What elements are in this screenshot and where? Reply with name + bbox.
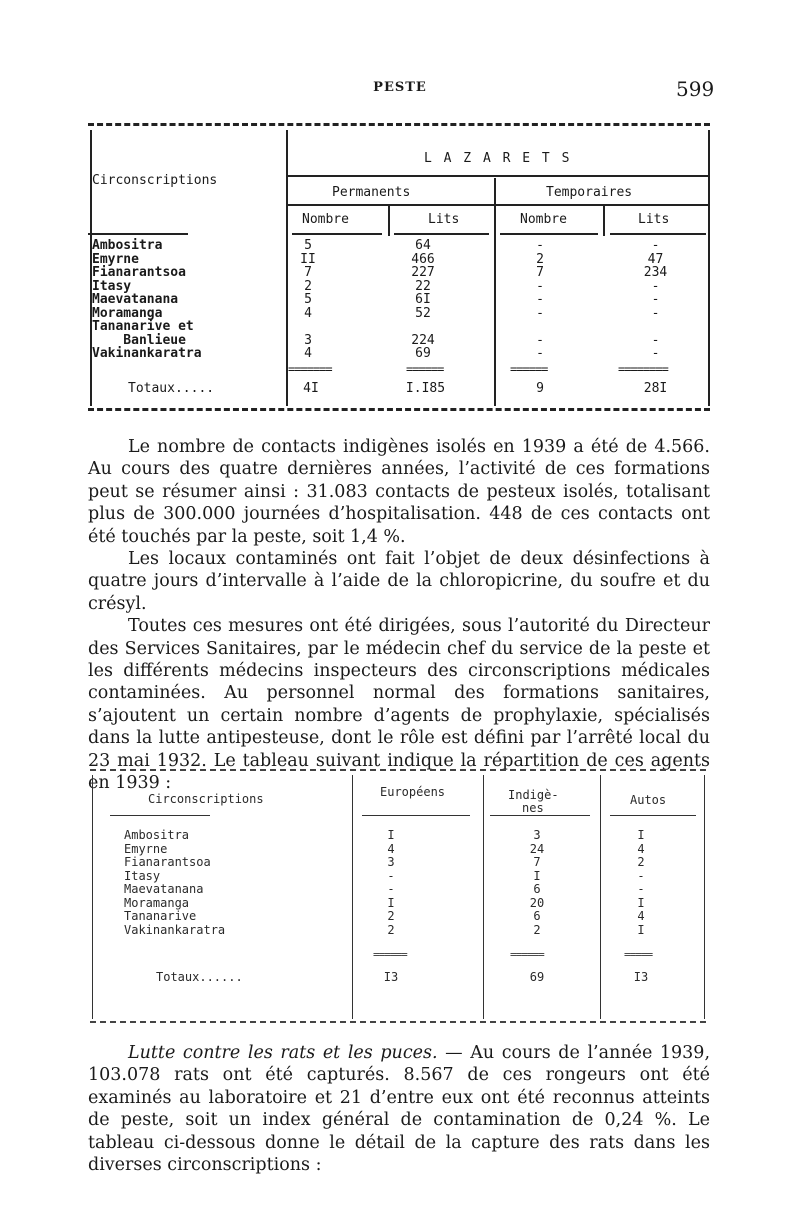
temp-lits-header: Lits <box>638 212 670 227</box>
header-rule <box>610 815 696 816</box>
cell: 7 <box>536 265 544 280</box>
paragraph-body: — Au cours de l’année 1939, 103.078 rats ont été capturés. 8.567 de ces rongeurs ont été examinés au laboratoire et 21 d’entre eux ont été reconnus atteints de peste, soit un index général de contamination de 0,24 %. Le tableau ci-dessous donne le détail de la capture des rats dans les diverses circonscriptions : <box>88 1043 711 1176</box>
cell: - <box>536 292 544 307</box>
row-name: Vakinankaratra <box>92 346 202 361</box>
cell: 69 <box>415 346 431 361</box>
section-title: Lutte contre les rats et les puces. <box>128 1043 438 1063</box>
cell: - <box>637 868 645 883</box>
cell: 2 <box>533 922 541 937</box>
cell <box>633 320 678 334</box>
cell: - <box>651 305 660 321</box>
sum-rule: ======== <box>618 362 668 376</box>
paragraph: Toutes ces mesures ont été dirigées, sous l’autorité du Directeur des Services Sanitaires, par le médecin chef du service de la peste et les différents médecins inspecteurs des circonscriptions médicales contaminées. Au personnel normal des formations sanitaires, s’ajoutent un certain nombre d’agents de prophylaxie, spécialisés dans la lutte antipesteuse, dont le rôle est défini par l’arrêté local du 23 mai 1932. Le tableau suivant indique la répartition de ces agents en 1939 : <box>88 616 710 794</box>
column-divider <box>600 775 601 1019</box>
column-divider <box>483 775 484 1019</box>
header-rule <box>110 815 210 816</box>
cell: - <box>387 882 395 896</box>
total-indigenes: 69 <box>529 970 545 984</box>
cell: I <box>533 868 541 883</box>
cell: 4 <box>637 909 645 923</box>
row-name: Tananarive et <box>92 319 194 334</box>
row-name: Emyrne <box>92 251 139 267</box>
cell: - <box>536 278 544 294</box>
row-name: Maevatanana <box>124 882 204 896</box>
cell: 4 <box>304 346 312 361</box>
cell: 224 <box>411 332 435 348</box>
cell: 5 <box>304 238 312 253</box>
sum-rule: ====== <box>373 948 407 961</box>
cell: 6 <box>533 909 541 923</box>
table-top-border <box>90 769 706 771</box>
cell: 3 <box>304 332 312 348</box>
page-number: 599 <box>676 77 715 101</box>
circ-column <box>92 239 286 361</box>
paragraph <box>88 1042 710 1176</box>
indigenes-column <box>522 829 552 937</box>
cell: 3 <box>387 855 395 869</box>
temp-nombre-column <box>520 239 560 361</box>
cell: 52 <box>415 305 431 321</box>
cell: 7 <box>533 855 541 869</box>
sum-rule: ======= <box>288 362 332 376</box>
cell: 2 <box>387 909 395 923</box>
header-rule <box>288 175 708 177</box>
cell: - <box>536 332 544 348</box>
row-name: Moramanga <box>124 895 190 910</box>
column-divider <box>603 204 605 236</box>
total-europeens: I3 <box>383 970 399 984</box>
total-temp-nombre: 9 <box>536 381 544 396</box>
column-divider <box>388 204 390 236</box>
cell: - <box>536 346 544 361</box>
cell: 2 <box>387 922 395 937</box>
cell: 20 <box>529 895 545 910</box>
sum-rule: ===== <box>624 948 653 961</box>
row-name: Banlieue <box>92 332 186 348</box>
cell: 2 <box>304 278 312 294</box>
header-rule <box>362 815 470 816</box>
sum-rule: ====== <box>510 948 544 961</box>
cell: 227 <box>411 265 435 280</box>
cell: I <box>637 922 645 937</box>
temp-lits-column <box>633 239 678 361</box>
row-name: Vakinankaratra <box>124 922 226 937</box>
cell: - <box>536 305 544 321</box>
cell: 4 <box>387 841 395 856</box>
row-name: Moramanga <box>92 305 163 321</box>
cell: 6I <box>415 292 431 307</box>
cell: 4 <box>637 841 645 856</box>
autos-header: Autos <box>630 793 667 807</box>
cell: I <box>637 828 645 842</box>
cell: - <box>651 278 660 294</box>
header-rule <box>288 204 708 206</box>
row-name: Ambositra <box>124 828 190 842</box>
totals-label: Totaux..... <box>128 381 215 396</box>
cell: - <box>651 238 660 253</box>
paragraph: Le nombre de contacts indigènes isolés en 1939 a été de 4.566. Au cours des quatre dernières années, l’activité de ces formations peut se résumer ainsi : 31.083 contacts de pesteux isolés, totalisant plus de 300.000 journées d’hospitalisation. 448 de ces contacts ont été touchés par la peste, soit 1,4 %. <box>88 437 710 547</box>
lazarets-header: L A Z A R E T S <box>424 151 572 166</box>
header-rule <box>88 233 188 235</box>
cell: 64 <box>415 238 431 253</box>
cell: I <box>637 895 645 910</box>
temporaires-header: Temporaires <box>546 185 633 200</box>
column-divider <box>494 178 496 406</box>
lazarets-table <box>88 118 710 418</box>
total-perm-nombre: 4I <box>303 381 319 396</box>
total-temp-lits: 28I <box>643 381 668 396</box>
row-name: Fianarantsoa <box>92 265 186 280</box>
autos-column <box>626 829 656 937</box>
cell <box>288 320 328 334</box>
cell: 7 <box>304 265 312 280</box>
indigenes-header-2: nes <box>522 801 544 815</box>
row-name: Maevatanana <box>92 292 179 307</box>
cell: 2 <box>637 855 645 869</box>
total-autos: I3 <box>633 970 649 984</box>
cell: 234 <box>643 265 668 280</box>
circ-column <box>124 829 344 937</box>
sum-rule: ====== <box>406 362 444 376</box>
perm-lits-header: Lits <box>428 212 460 227</box>
running-header: PESTE <box>373 80 427 95</box>
row-name: Fianarantsoa <box>124 855 211 869</box>
header-rule <box>394 233 489 235</box>
body-text-2 <box>88 1042 710 1176</box>
row-name: Emyrne <box>124 841 168 856</box>
header-rule <box>610 233 706 235</box>
cell: 6 <box>533 882 541 896</box>
row-name: Ambositra <box>92 238 163 253</box>
cell: 47 <box>647 251 664 267</box>
header-rule <box>490 815 590 816</box>
europeens-header: Européens <box>380 785 446 799</box>
circonscriptions-header: Circonscriptions <box>92 173 218 188</box>
agents-table <box>90 765 706 1030</box>
cell: 24 <box>529 841 545 856</box>
permanents-header: Permanents <box>332 185 411 200</box>
table-bottom-border <box>90 1021 706 1023</box>
paragraph: Les locaux contaminés ont fait l’objet de deux désinfections à quatre jours d’intervalle à l’aide de la chloropicrine, du soufre et du crésyl. <box>88 549 710 614</box>
totals-label: Totaux...... <box>156 970 243 984</box>
cell: 2 <box>536 251 544 267</box>
cell <box>520 320 560 334</box>
cell: 22 <box>415 278 431 294</box>
table-bottom-border <box>88 408 710 411</box>
body-text-1 <box>88 436 710 795</box>
row-name: Itasy <box>92 278 132 294</box>
cell: - <box>651 292 660 307</box>
cell: 5 <box>304 292 312 307</box>
row-name: Itasy <box>124 868 161 883</box>
circonscriptions-header: Circonscriptions <box>148 792 264 806</box>
table-left-border <box>92 775 93 1019</box>
perm-nombre-column <box>288 239 328 361</box>
cell: - <box>387 868 395 883</box>
column-divider <box>352 775 353 1019</box>
header-rule <box>500 233 598 235</box>
indigenes-header: Indigè- <box>508 788 559 802</box>
perm-nombre-header: Nombre <box>302 212 349 227</box>
sum-rule: ====== <box>510 362 548 376</box>
cell: 466 <box>411 251 435 267</box>
total-perm-lits: I.I85 <box>405 381 446 396</box>
cell: - <box>637 882 645 896</box>
cell: 4 <box>304 305 312 321</box>
table-right-border <box>704 775 705 1019</box>
table-right-border <box>708 130 710 406</box>
table-top-border <box>88 123 710 126</box>
cell: - <box>651 332 660 348</box>
temp-nombre-header: Nombre <box>520 212 567 227</box>
cell: 3 <box>533 828 541 842</box>
cell: - <box>651 346 660 361</box>
cell <box>403 320 443 334</box>
europeens-column <box>376 829 406 937</box>
cell: I <box>387 895 395 910</box>
cell: II <box>300 251 316 267</box>
perm-lits-column <box>403 239 443 361</box>
cell: - <box>536 238 544 253</box>
cell: I <box>387 828 395 842</box>
row-name: Tananarive <box>124 909 197 923</box>
header-rule <box>292 233 382 235</box>
